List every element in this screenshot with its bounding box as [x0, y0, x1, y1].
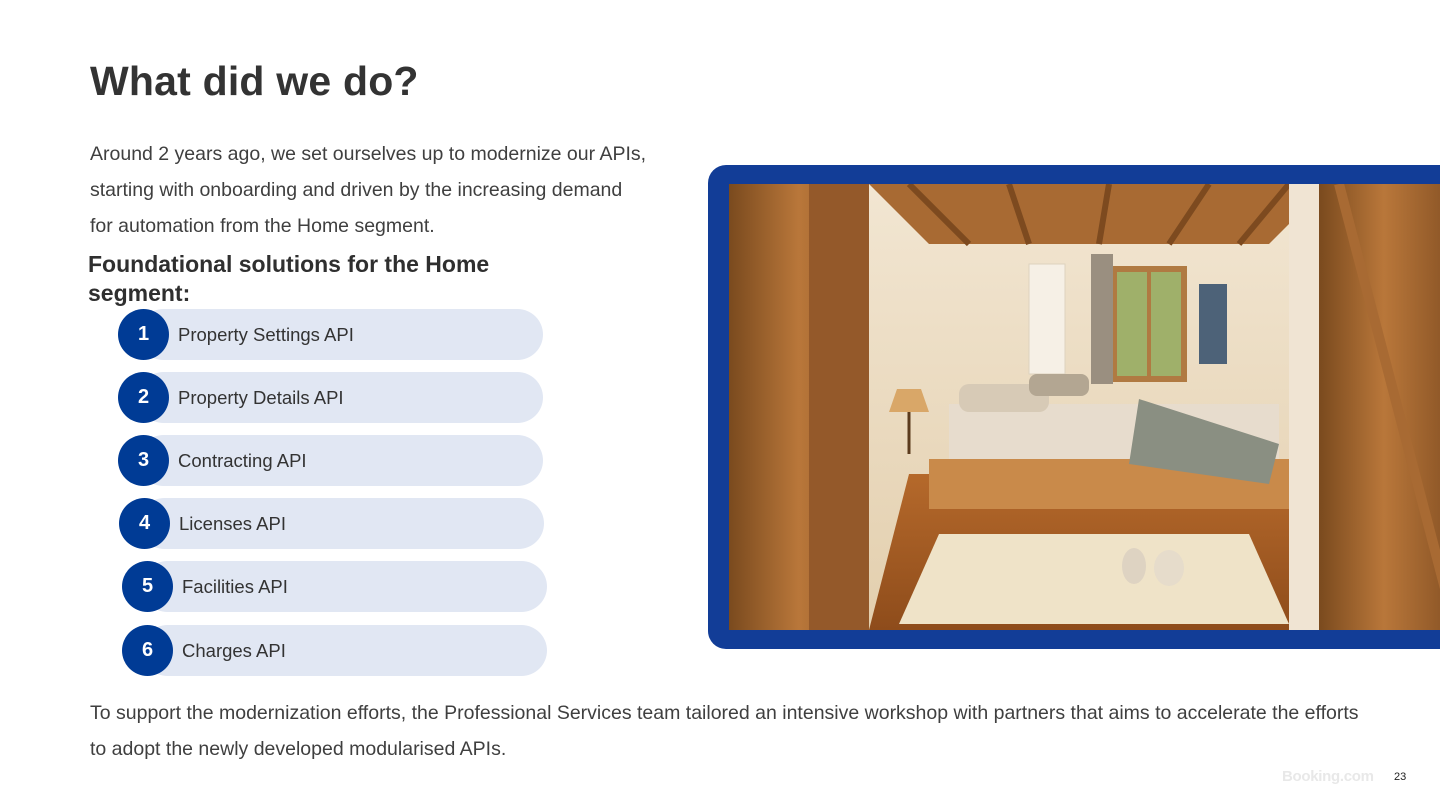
api-item-charges [122, 625, 547, 676]
api-label: Property Settings API [178, 323, 354, 345]
slide-title: What did we do? [90, 58, 419, 104]
api-item-contracting [118, 435, 543, 486]
api-item-licenses [119, 498, 544, 549]
api-number-badge: 2 [118, 372, 169, 423]
api-number-badge: 6 [122, 625, 173, 676]
api-label: Charges API [182, 639, 286, 661]
closing-paragraph: To support the modernization efforts, the Professional Services team tailored an intensive workshop with partners that aims to accelerate the efforts to adopt the newly developed modularised APIs. [90, 702, 1359, 760]
api-number-badge: 1 [118, 309, 169, 360]
api-number-badge: 4 [119, 498, 170, 549]
bedroom-photo [729, 184, 1440, 630]
section-subheading: Foundational solutions for the Home segment: [88, 251, 490, 306]
intro-paragraph: Around 2 years ago, we set ourselves up to modernize our APIs, starting with onboarding and driven by the increasing demand for automation from the Home segment. [90, 143, 647, 237]
photo-frame [708, 165, 1440, 649]
api-item-facilities [122, 561, 547, 612]
api-number-badge: 5 [122, 561, 173, 612]
brand-logo: Booking.com [1282, 768, 1374, 785]
page-number: 23 [1394, 771, 1407, 783]
api-number-badge: 3 [118, 435, 169, 486]
api-item-property-details [118, 372, 543, 423]
api-label: Contracting API [178, 449, 307, 471]
api-label: Licenses API [179, 512, 286, 534]
api-label: Property Details API [178, 386, 344, 408]
api-label: Facilities API [182, 575, 288, 597]
api-item-property-settings [118, 309, 543, 360]
